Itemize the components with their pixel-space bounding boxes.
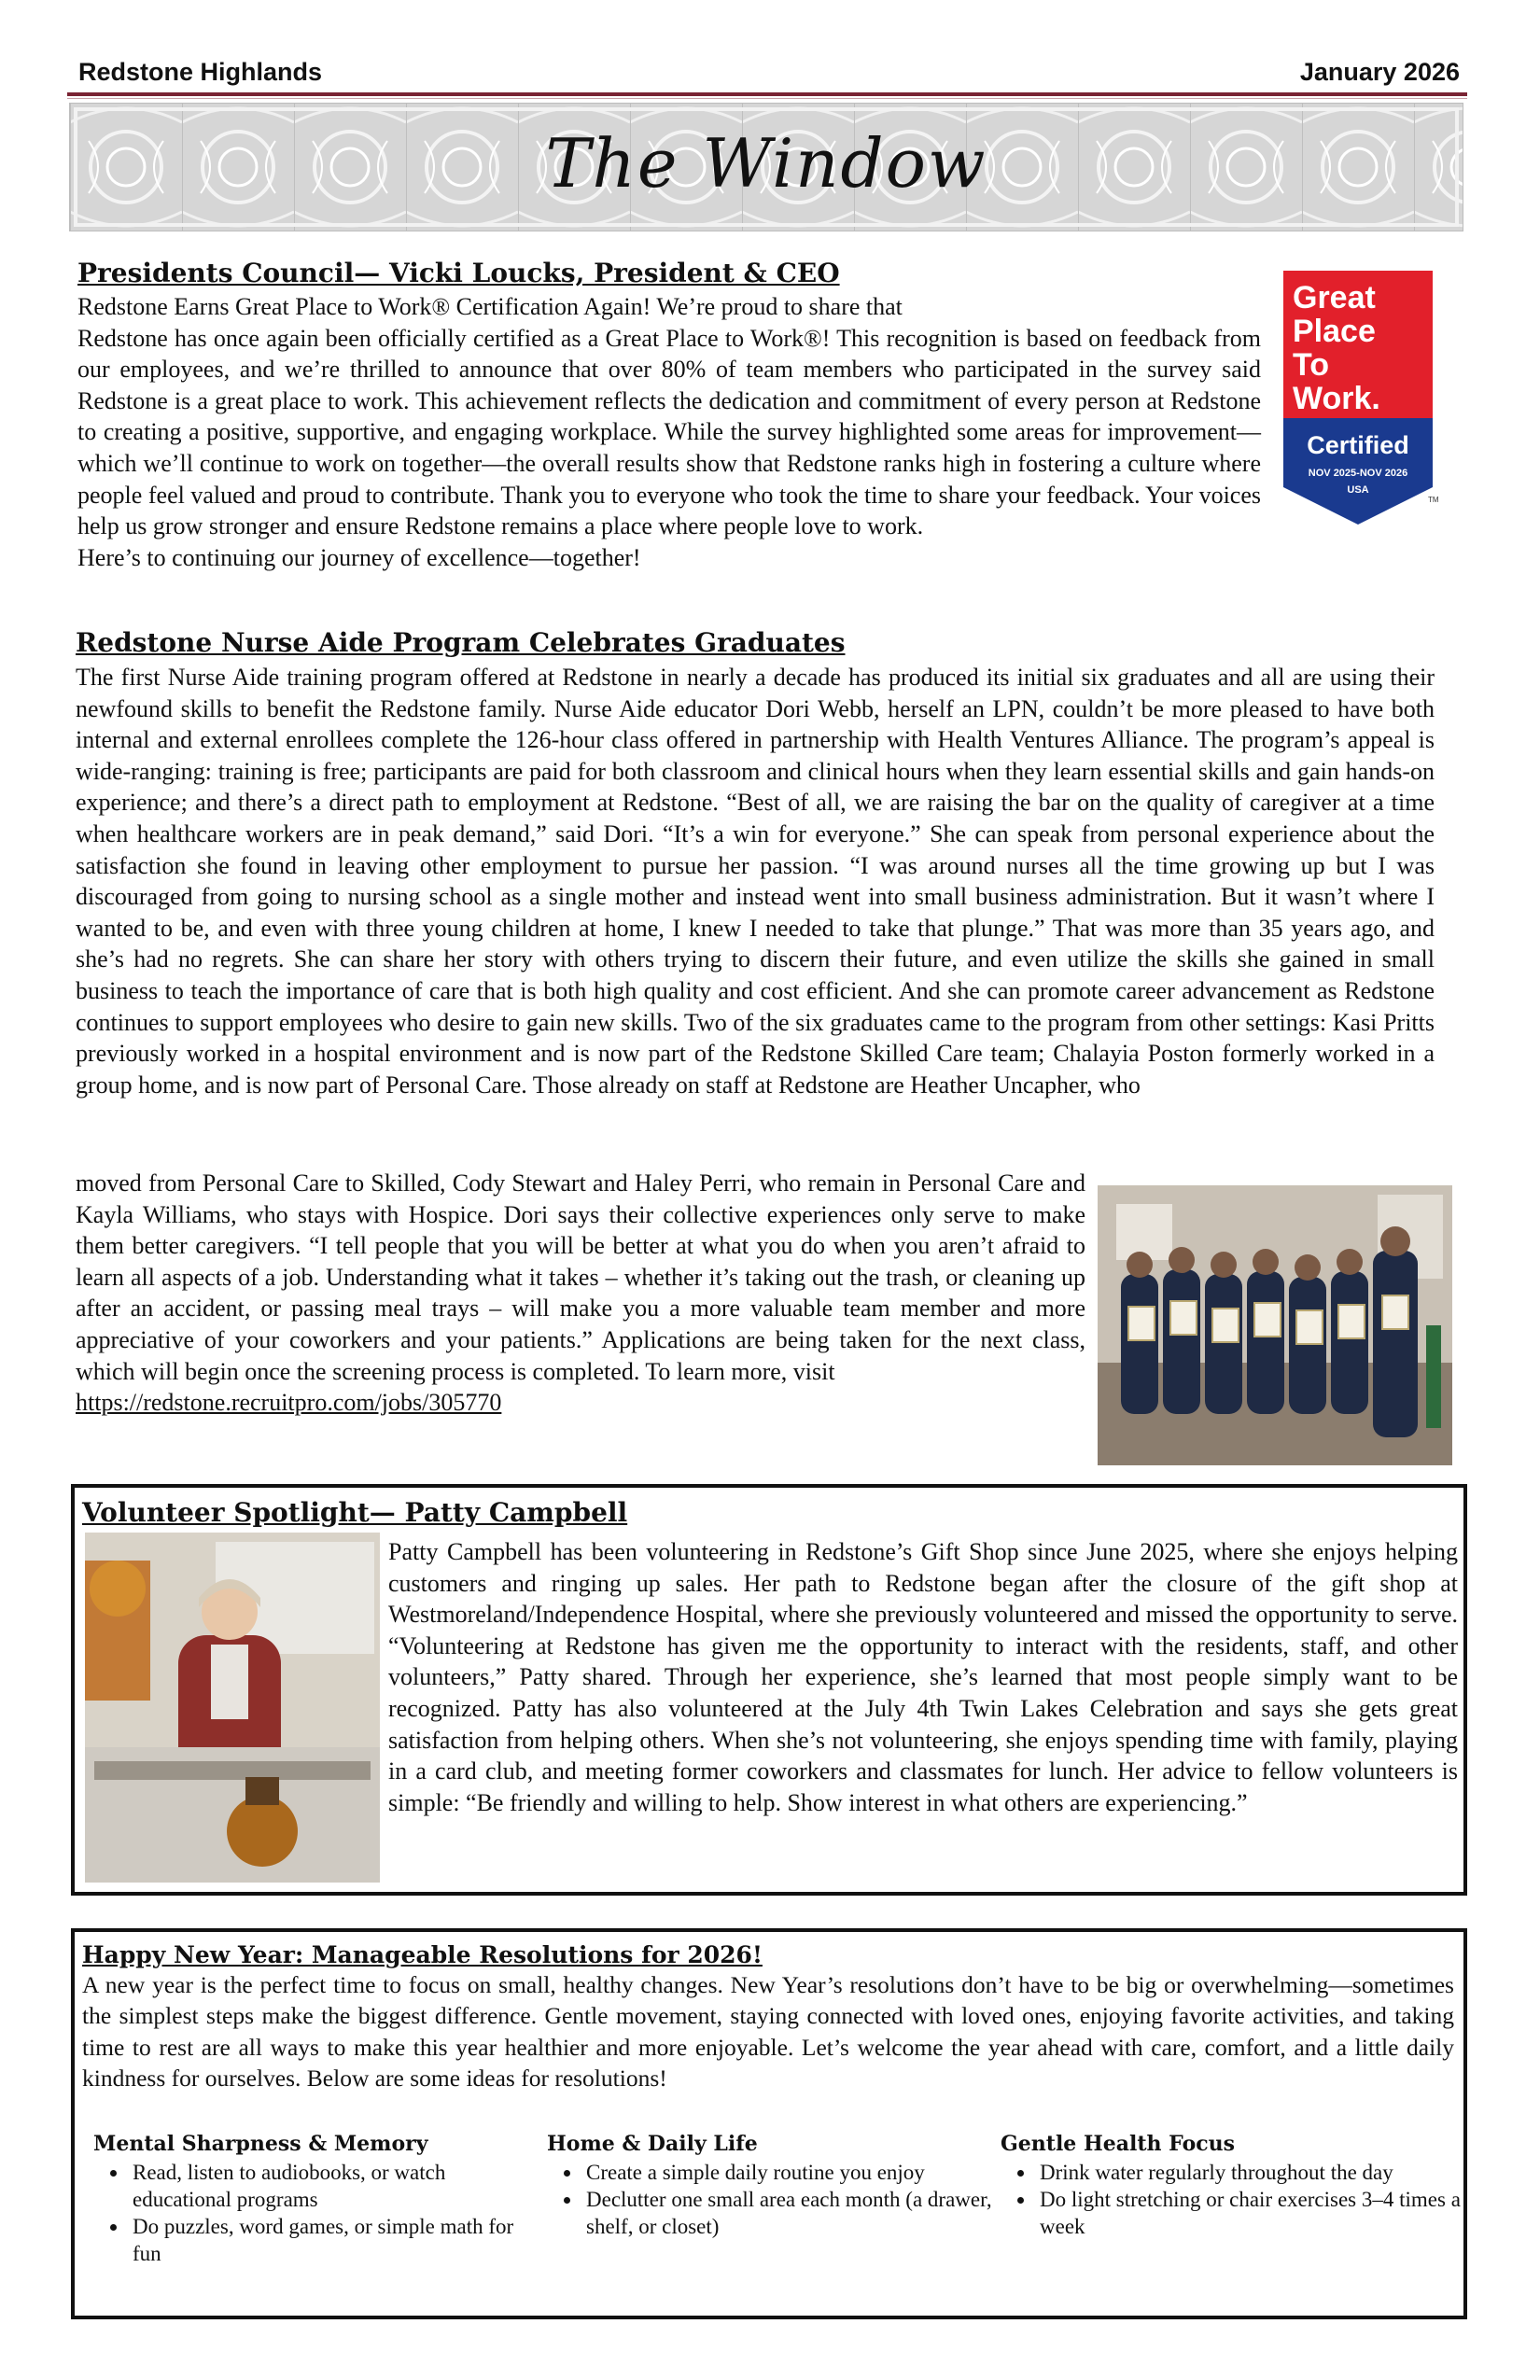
badge-tm: TM: [1428, 496, 1439, 504]
nurse-paragraph: moved from Personal Care to Skilled, Cody Stewart and Haley Perri, who remain in Personal Care and Kayla Williams, who stays with Hospice. Dori says their collective experiences only serve to make them better caregivers. “I tell people that you will be better at what you do when you aren’t afraid to learn all aspects of a job. Understanding what it takes – whether it’s taking out the trash, or cleaning up after an accident, or passing meal trays – will make you a more valuable team member and more appreciative of your coworkers and your patients.” Applications are being taken for the next class, which will begin once the screening process is completed. To learn more, visit: [76, 1169, 1085, 1385]
presidents-paragraph: Redstone has once again been officially certified as a Great Place to Work®! This recognition is based on feedback from our employees, and we’re thrilled to announce that over 80% of team members who participated in the survey said Redstone is a great place to work. This achievement reflects the dedication and commitment of every person at Redstone to creating a positive, supportive, and engaging workplace. While the survey highlighted some areas for improvement—which we’ll continue to work on together—the overall results show that Redstone ranks high in fostering a culture where people feel valued and proud to contribute. Thank you to everyone who took the time to share your feedback. Your voices help us grow stronger and ensure Redstone remains a place where people love to work.: [77, 324, 1261, 540]
resolution-column-title: Gentle Health Focus: [1001, 2132, 1236, 2156]
badge-dates: NOV 2025-NOV 2026: [1308, 468, 1408, 479]
volunteer-heading: Volunteer Spotlight— Patty Campbell: [82, 1497, 628, 1528]
great-place-to-work-badge: [1283, 271, 1440, 525]
resolution-list: [999, 2159, 1484, 2240]
org-name: Redstone Highlands: [78, 58, 323, 86]
presidents-body: [77, 291, 1261, 573]
job-link[interactable]: https://redstone.recruitpro.com/jobs/305770: [76, 1389, 502, 1417]
volunteer-body: Patty Campbell has been volunteering in Redstone’s Gift Shop since June 2025, where she enjoys helping customers and ringing up sales. Her path to Redstone began after the closure of the gift shop at Westmoreland/Independence Hospital, where she previously volunteered and missed the opportunity to serve. “Volunteering at Redstone has given me the opportunity to interact with the residents, staff, and other volunteers,” Patty shared. Through her experience, she’s learned that most people simply want to be recognized. Patty has also volunteered at the July 4th Twin Lakes Celebration and says she gets great satisfaction from helping others. When she’s not volunteering, she enjoys spending time with family, playing in a card club, and meeting former coworkers and classmates for lunch. Her advice to fellow volunteers is simple: “Be friendly and willing to help. Show interest in what others are experiencing.”: [388, 1538, 1458, 1816]
badge-line2: Place: [1293, 314, 1376, 349]
graduates-photo: [1098, 1185, 1452, 1465]
resolution-item: • Read, listen to audiobooks, or watch educational programs: [129, 2159, 539, 2213]
resolution-item: • Drink water regularly throughout the day: [1036, 2159, 1484, 2186]
header-rule: [67, 92, 1467, 96]
presidents-closing: Here’s to continuing our journey of excellence—together!: [77, 543, 641, 571]
header-rule-thin: [67, 98, 1467, 99]
badge-line1: Great: [1293, 280, 1376, 315]
presidents-subheading: Redstone Earns Great Place to Work® Certification Again! We’re proud to share that: [77, 293, 903, 320]
presidents-heading: Presidents Council— Vicki Loucks, President & CEO: [77, 258, 840, 288]
newyear-body: A new year is the perfect time to focus on small, healthy changes. New Year’s resolutions don’t have to be big or overwhelming—sometimes the simplest steps make the biggest difference. Gentle movement, staying connected with loved ones, enjoying favorite activities, and taking time to rest are all ways to make this year healthier and more enjoyable. Let’s welcome the year ahead with care, comfort, and a little daily kindness for ourselves. Below are some ideas for resolutions!: [82, 1971, 1454, 2093]
newyear-heading: Happy New Year: Manageable Resolutions for 2026!: [82, 1941, 763, 1968]
resolution-item: • Do puzzles, word games, or simple math for fun: [129, 2213, 539, 2267]
badge-country: USA: [1347, 484, 1369, 496]
resolution-list: [545, 2159, 1012, 2240]
newsletter-title: The Window: [545, 124, 987, 203]
badge-line4: Work.: [1293, 381, 1380, 416]
nurse-heading: Redstone Nurse Aide Program Celebrates Graduates: [76, 627, 846, 658]
resolution-item: • Declutter one small area each month (a drawer, shelf, or closet): [582, 2186, 1012, 2240]
resolution-column-title: Home & Daily Life: [547, 2132, 758, 2156]
nurse-body-full: The first Nurse Aide training program offered at Redstone in nearly a decade has produced its initial six graduates and all are using their newfound skills to benefit the Redstone family. Nurse Aide educator Dori Webb, herself an LPN, couldn’t be more pleased to have both internal and external enrollees complete the 126-hour class offered in partnership with Health Ventures Alliance. The program’s appeal is wide-ranging: training is free; participants are paid for both classroom and clinical hours when they learn essential skills and gain hands-on experience; and there’s a direct path to employment at Redstone. “Best of all, we are raising the bar on the quality of caregiver at a time when healthcare workers are in peak demand,” said Dori. “It’s a win for everyone.” She can speak from personal experience about the satisfaction she found in leaving other employment to pursue her passion. “I was around nurses all the time growing up but I was discouraged from going to nursing school as a single mother and instead went into small business administration. But it wasn’t where I wanted to be, and even with three young children at home, I knew I needed to take that plunge.” That was more than 35 years ago, and she’s had no regrets. She can share her story with others trying to discern their future, and even utilize the skills she gained in small business to teach the importance of care that is both high quality and cost efficient. And she can promote career advancement as Redstone continues to support employees who desire to gain new skills. Two of the six graduates came to the program from other settings: Kasi Pritts previously worked in a hospital environment and is now part of the Redstone Skilled Care team; Chalayia Poston formerly worked in a group home, and is now part of Personal Care. Those already on staff at Redstone are Heather Uncapher, who: [76, 664, 1435, 1099]
badge-line3: To: [1293, 347, 1330, 383]
badge-certified: Certified: [1307, 431, 1409, 459]
nurse-body-narrow: [76, 1168, 1085, 1419]
page-header: [75, 58, 1463, 91]
issue-date: January 2026: [1299, 58, 1460, 86]
resolution-list: [91, 2159, 539, 2267]
volunteer-photo: [85, 1533, 380, 1883]
resolution-column-title: Mental Sharpness & Memory: [93, 2132, 428, 2156]
masthead-banner: [69, 103, 1463, 231]
resolution-item: • Create a simple daily routine you enjoy: [582, 2159, 1012, 2186]
resolution-item: • Do light stretching or chair exercises 3–4 times a week: [1036, 2186, 1484, 2240]
